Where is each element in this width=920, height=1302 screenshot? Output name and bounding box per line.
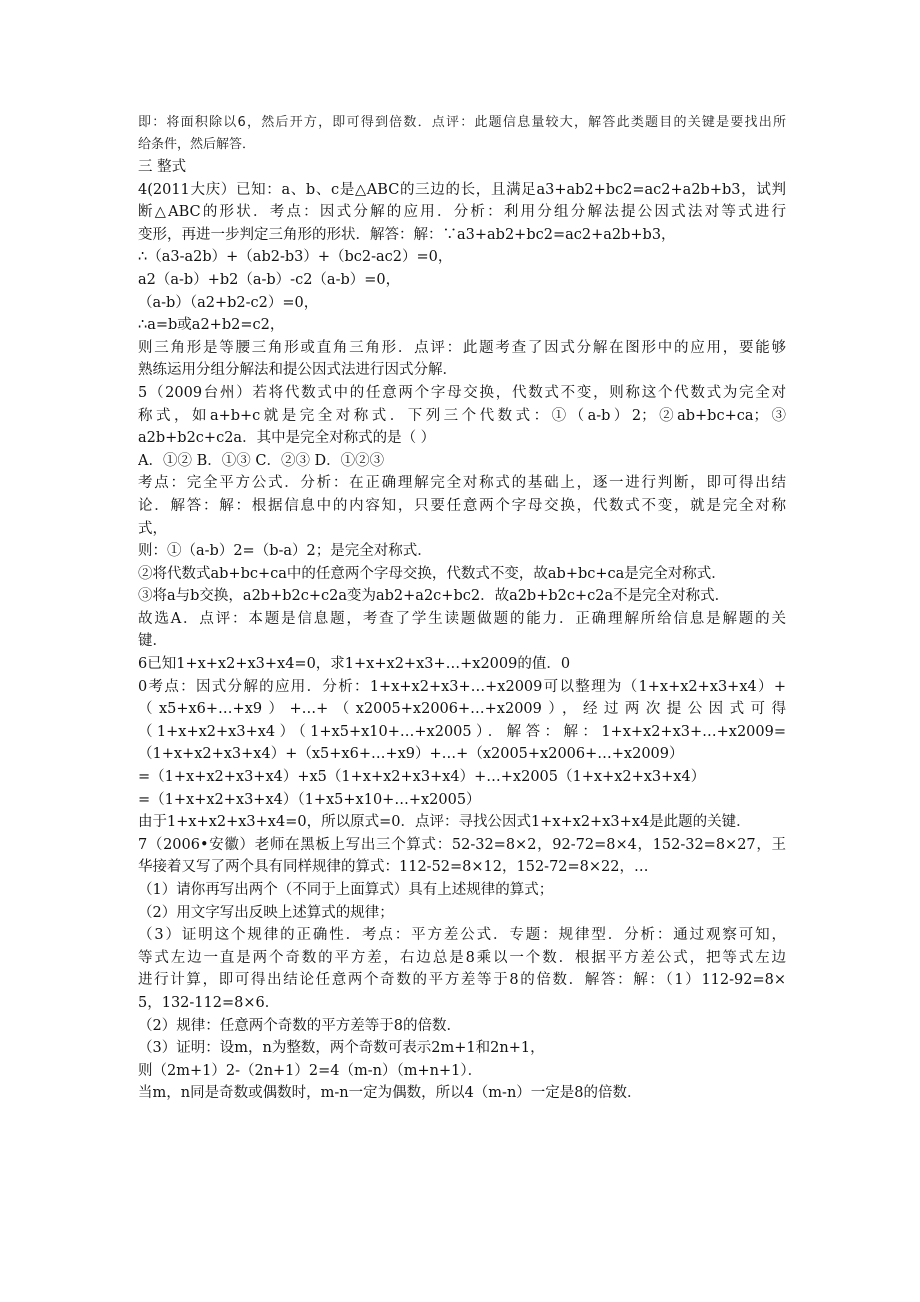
- section-heading: 三 整式: [138, 159, 187, 175]
- document-page: [138, 112, 786, 1105]
- body-line: 7（2006•安徽）老师在黑板上写出三个算式：52-32=8×2，92-72=8×4，152-32=8×27，王: [138, 836, 786, 853]
- body-line: 进行计算，即可得出结论任意两个奇数的平方差等于8的倍数．解答：解：（1）112-92=8×: [138, 972, 786, 989]
- body-line: 0考点：因式分解的应用．分析：1+x+x2+x3+…+x2009可以整理为（1+x+x2+x3+x4）+: [138, 678, 786, 695]
- body-line: 当m，n同是奇数或偶数时，m-n一定为偶数，所以4（m-n）一定是8的倍数．: [138, 1085, 642, 1102]
- body-line: 由于1+x+x2+x3+x4=0，所以原式=0．点评：寻找公因式1+x+x2+x3+x4是此题的关键．: [138, 814, 751, 831]
- body-line: =（1+x+x2+x3+x4）（1+x5+x10+…+x2005）: [138, 791, 481, 808]
- body-line: 论．解答：解：根据信息中的内容知，只要任意两个字母交换，代数式不变，就是完全对称: [138, 497, 786, 514]
- body-line: （a-b）（a2+b2-c2）=0，: [138, 294, 319, 311]
- body-line: 则三角形是等腰三角形或直角三角形．点评：此题考查了因式分解在图形中的应用，要能够: [138, 339, 786, 356]
- body-line: 故选A．点评：本题是信息题，考查了学生读题做题的能力．正确理解所给信息是解题的关: [138, 610, 786, 627]
- body-line: 等式左边一直是两个奇数的平方差，右边总是8乘以一个数．根据平方差公式，把等式左边: [138, 949, 786, 966]
- body-line: a2（a-b）+b2（a-b）-c2（a-b）=0，: [138, 271, 401, 288]
- body-line: 式，: [138, 520, 167, 537]
- body-line: a2b+b2c+c2a．其中是完全对称式的是（ ）: [138, 430, 436, 447]
- body-line: （2）规律：任意两个奇数的平方差等于8的倍数．: [138, 1017, 461, 1034]
- body-line: =（1+x+x2+x3+x4）+x5（1+x+x2+x3+x4）+…+x2005（1+x+x2+x3+x4）: [138, 769, 706, 786]
- body-line: 4(2011大庆）已知：a、b、c是△ABC的三边的长，且满足a3+ab2+bc2=ac2+a2b+b3，试判: [138, 181, 786, 198]
- body-line: （1）请你再写出两个（不同于上面算式）具有上述规律的算式；: [138, 882, 554, 898]
- body-line: 5，132-112=8×6．: [138, 994, 280, 1011]
- body-line: 6已知1+x+x2+x3+x4=0，求1+x+x2+x3+…+x2009的值．0: [138, 656, 571, 673]
- body-line: （3）证明：设m，n为整数，两个奇数可表示2m+1和2n+1，: [138, 1040, 545, 1057]
- body-line: ∴（a3-a2b）+（ab2-b3）+（bc2-ac2）=0，: [138, 249, 453, 266]
- body-line: ②将代数式ab+bc+ca中的任意两个字母交换，代数式不变，故ab+bc+ca是完全对称式．: [138, 565, 726, 582]
- body-line: A．①② B．①③ C．②③ D．①②③: [138, 452, 385, 469]
- body-line: 考点：完全平方公式．分析：在正确理解完全对称式的基础上，逐一进行判断，即可得出结: [138, 475, 786, 492]
- intro-line: 即：将面积除以6，然后开方，即可得到倍数．点评：此题信息量较大，解答此类题目的关键是要找出所: [138, 115, 786, 130]
- body-line: 5（2009台州）若将代数式中的任意两个字母交换，代数式不变，则称这个代数式为完全对: [138, 384, 786, 401]
- body-line: ③将a与b交换，a2b+b2c+c2a变为ab2+a2c+bc2．故a2b+b2c+c2a不是完全对称式．: [138, 588, 730, 605]
- body-line: 变形，再进一步判定三角形的形状．解答：解：∵a3+ab2+bc2=ac2+a2b+b3，: [138, 226, 676, 243]
- body-line: （x5+x6+…+x9）+…+（x2005+x2006+…+x2009），经过两次提公因式可得: [138, 701, 786, 718]
- body-line: 华接着又写了两个具有同样规律的算式：112-52=8×12，152-72=8×22，…: [138, 859, 649, 876]
- document-body: [138, 156, 786, 1105]
- body-line: 称式，如a+b+c就是完全对称式．下列三个代数式：①（a-b）2；②ab+bc+ca；③: [138, 407, 786, 424]
- intro-line: 给条件，然后解答．: [138, 137, 256, 152]
- body-line: 则：①（a-b）2=（b-a）2；是完全对称式．: [138, 543, 432, 560]
- body-line: （1+x+x2+x3+x4）（1+x5+x10+…+x2005）．解答：解：1+x+x2+x3+…+x2009=: [138, 723, 786, 740]
- body-line: （2）用文字写出反映上述算式的规律；: [138, 904, 394, 921]
- body-line: 断△ABC的形状．考点：因式分解的应用．分析：利用分组分解法提公因式法对等式进行: [138, 204, 786, 221]
- intro-note: [138, 112, 786, 156]
- body-line: 熟练运用分组分解法和提公因式法进行因式分解．: [138, 362, 457, 379]
- body-line: ∴a=b或a2+b2=c2，: [138, 317, 285, 334]
- body-line: 则（2m+1）2-（2n+1）2=4（m-n）（m+n+1）．: [138, 1062, 483, 1079]
- body-line: （1+x+x2+x3+x4）+（x5+x6+…+x9）+…+（x2005+x2006+…+x2009）: [138, 746, 684, 763]
- body-line: 键．: [138, 633, 167, 650]
- body-line: （3）证明这个规律的正确性．考点：平方差公式．专题：规律型．分析：通过观察可知，: [138, 927, 786, 944]
